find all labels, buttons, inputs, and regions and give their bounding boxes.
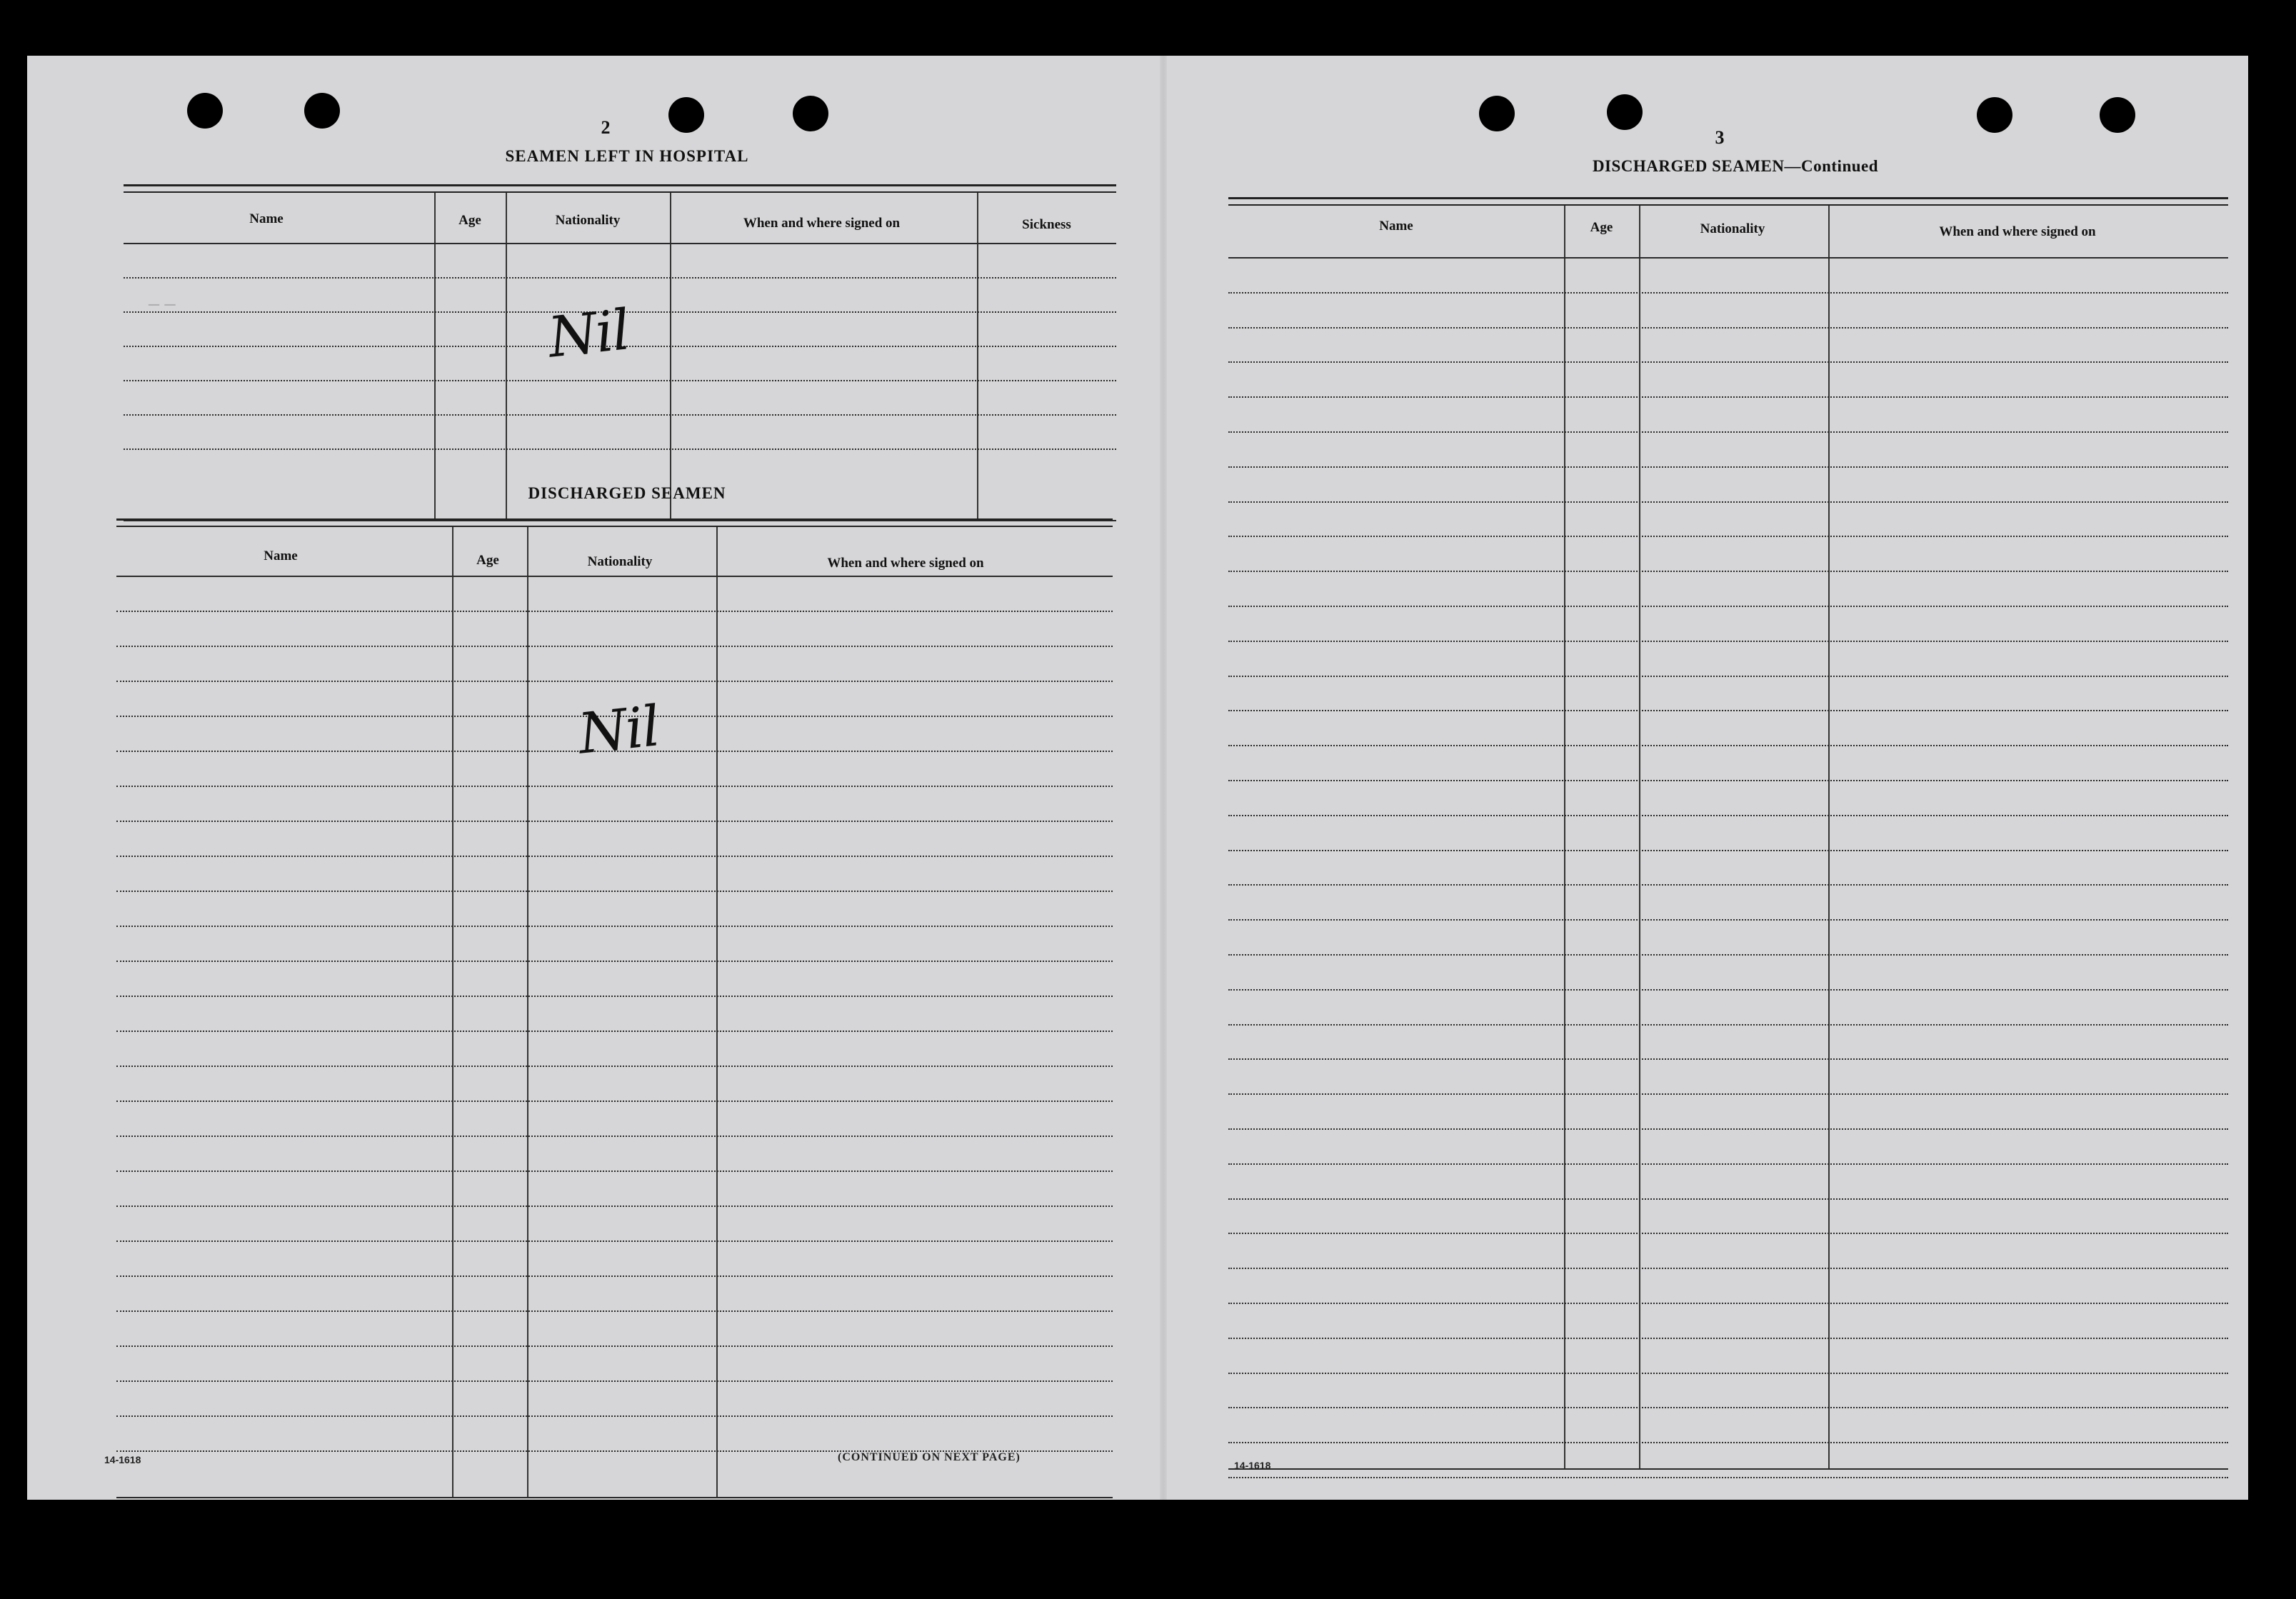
row-rule <box>116 1275 1113 1277</box>
column-header-when-where: When and where signed on <box>827 556 984 571</box>
punch-hole <box>1977 97 2012 133</box>
column-header-name: Name <box>249 211 284 226</box>
row-rule <box>1228 536 2228 537</box>
row-rule <box>124 414 1116 416</box>
row-rule <box>124 380 1116 381</box>
row-rule <box>1228 431 2228 433</box>
row-rule <box>1228 1373 2228 1374</box>
table-top-rule <box>124 184 1116 193</box>
row-rule <box>1228 1442 2228 1443</box>
row-rule <box>1228 396 2228 398</box>
row-rule <box>124 277 1116 279</box>
row-rule <box>1228 919 2228 921</box>
column-header-when-where: When and where signed on <box>743 216 901 231</box>
handwritten-nil-entry: Nil <box>545 298 632 371</box>
punch-hole <box>1479 96 1515 131</box>
row-rule <box>116 1205 1113 1207</box>
scanned-form-spread <box>27 56 2248 1500</box>
row-rule <box>1228 1198 2228 1200</box>
column-divider <box>977 193 978 520</box>
row-rule <box>1228 850 2228 851</box>
discharged-table <box>116 518 1113 1497</box>
row-rule <box>1228 780 2228 781</box>
row-rule <box>116 856 1113 857</box>
column-header-when-where: When and where signed on <box>1939 224 2096 239</box>
row-rule <box>1228 257 2228 259</box>
row-rule <box>1228 1338 2228 1339</box>
row-rule <box>116 611 1113 612</box>
row-rule <box>1228 745 2228 746</box>
row-rule <box>1228 676 2228 677</box>
column-header-nationality: Nationality <box>587 554 653 569</box>
column-header-age: Age <box>458 213 481 228</box>
row-rule <box>116 1345 1113 1347</box>
row-rule <box>1228 1163 2228 1165</box>
discharged-continued-title: DISCHARGED SEAMEN—Continued <box>1592 157 1879 175</box>
column-header-sickness: Sickness <box>1022 217 1071 232</box>
row-rule <box>1228 361 2228 363</box>
row-rule <box>116 576 1113 577</box>
column-divider <box>1828 206 1830 1468</box>
column-divider <box>506 193 507 520</box>
row-rule <box>1228 501 2228 503</box>
page-number: 3 <box>1715 127 1725 148</box>
discharged-continued-table <box>1228 197 2228 1468</box>
continued-note: (CONTINUED ON NEXT PAGE) <box>838 1451 1021 1463</box>
column-header-age: Age <box>476 553 499 568</box>
row-rule <box>1228 327 2228 329</box>
column-header-name: Name <box>1379 219 1413 234</box>
left-page <box>27 56 1164 1500</box>
row-rule <box>1228 1233 2228 1234</box>
row-rule <box>116 1101 1113 1102</box>
row-rule <box>1228 989 2228 991</box>
row-rule <box>116 646 1113 647</box>
column-header-age: Age <box>1590 220 1613 235</box>
row-rule <box>116 1066 1113 1067</box>
row-rule <box>116 961 1113 962</box>
hospital-section-title: SEAMEN LEFT IN HOSPITAL <box>505 147 749 165</box>
punch-hole <box>304 93 340 129</box>
row-rule <box>1228 571 2228 572</box>
page-number: 2 <box>601 117 611 138</box>
table-bottom-rule <box>1228 1468 2228 1470</box>
table-bottom-rule <box>116 1497 1113 1498</box>
column-divider <box>670 193 671 520</box>
row-rule <box>116 1310 1113 1312</box>
row-rule <box>1228 1268 2228 1269</box>
row-rule <box>1228 1407 2228 1408</box>
row-rule <box>1228 1093 2228 1095</box>
row-rule <box>124 243 1116 244</box>
right-page <box>1164 56 2248 1500</box>
row-rule <box>1228 292 2228 294</box>
row-rule <box>116 1415 1113 1417</box>
punch-hole <box>1607 94 1643 130</box>
punch-hole <box>793 96 828 131</box>
row-rule <box>124 448 1116 450</box>
form-code: 14-1618 <box>104 1454 141 1465</box>
column-divider <box>527 527 528 1497</box>
column-header-nationality: Nationality <box>555 213 621 228</box>
row-rule <box>116 1240 1113 1242</box>
row-rule <box>1228 1477 2228 1478</box>
column-header-nationality: Nationality <box>1700 221 1765 236</box>
row-rule <box>116 786 1113 787</box>
row-rule <box>116 1380 1113 1382</box>
row-rule <box>1228 954 2228 956</box>
row-rule <box>1228 606 2228 607</box>
form-code: 14-1618 <box>1234 1460 1271 1471</box>
column-header-name: Name <box>264 548 298 563</box>
punch-hole <box>187 93 223 129</box>
table-top-rule <box>116 518 1113 527</box>
row-rule <box>116 1171 1113 1172</box>
row-rule <box>1228 466 2228 468</box>
row-rule <box>116 926 1113 927</box>
row-rule <box>116 891 1113 892</box>
table-top-rule <box>1228 197 2228 206</box>
row-rule <box>116 681 1113 682</box>
row-rule <box>116 996 1113 997</box>
row-rule <box>116 821 1113 822</box>
discharged-section-title: DISCHARGED SEAMEN <box>528 484 726 502</box>
row-rule <box>1228 884 2228 886</box>
column-divider <box>716 527 718 1497</box>
row-rule <box>1228 1303 2228 1304</box>
row-rule <box>1228 815 2228 816</box>
punch-hole <box>2100 97 2135 133</box>
handwritten-nil-entry: Nil <box>575 694 662 767</box>
bleed-through-mark: – – <box>149 291 176 315</box>
punch-hole <box>668 97 704 133</box>
row-rule <box>116 1031 1113 1032</box>
column-divider <box>1639 206 1640 1468</box>
column-divider <box>434 193 436 520</box>
row-rule <box>1228 1128 2228 1130</box>
row-rule <box>1228 1024 2228 1026</box>
column-divider <box>1564 206 1565 1468</box>
row-rule <box>1228 1058 2228 1060</box>
row-rule <box>1228 641 2228 642</box>
column-divider <box>452 527 453 1497</box>
row-rule <box>116 1136 1113 1137</box>
row-rule <box>1228 710 2228 711</box>
